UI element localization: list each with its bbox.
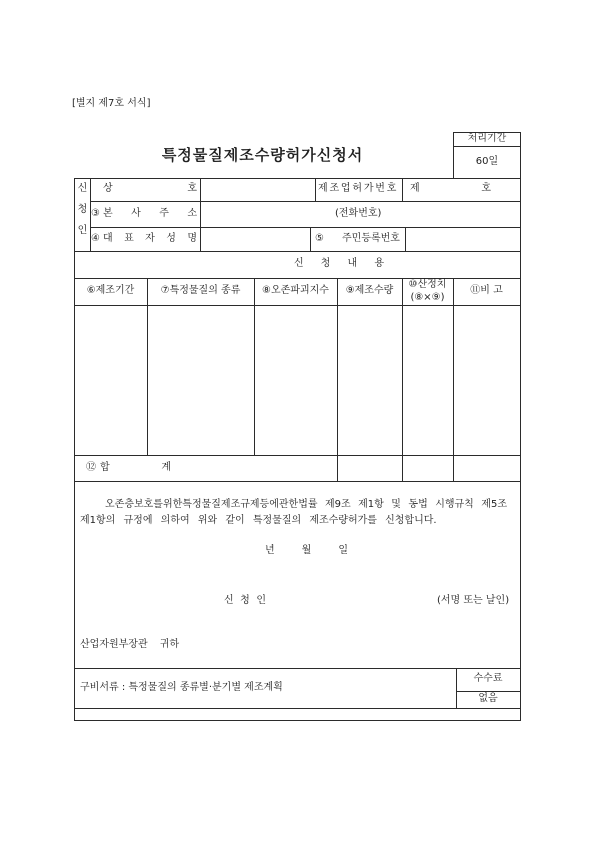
total-remarks-cell (454, 456, 520, 481)
form-number-label: [별지 제7호 서식] (72, 98, 151, 109)
fee-box-divider (456, 691, 521, 692)
representative-name-field (201, 228, 310, 251)
application-details-heading: 신 청 내 용 (294, 258, 384, 269)
total-label: 합 계 (100, 462, 171, 473)
phone-number-label: (전화번호) (335, 208, 382, 219)
fee-label: 수수료 (473, 673, 503, 684)
applicant-section-bottom-rule (74, 251, 521, 252)
representative-item-number: ④ (91, 233, 100, 244)
table-right-border (520, 178, 521, 721)
applicant-row-rule (90, 201, 521, 202)
production-quantity-cell (338, 306, 402, 455)
addressee-label: 산업자원부장관 귀하 (80, 639, 180, 650)
declaration-bottom-rule (74, 668, 521, 669)
applicant-signature-label: 신 청 인 (224, 595, 266, 606)
column-header-manufacturing-period: ⑥제조기간 (86, 285, 135, 296)
trade-name-label: 상 호 (103, 183, 197, 194)
applicant-section-label: 신청인 (77, 183, 88, 236)
required-documents-label: 구비서류 : 특정물질의 종류별·분기별 제조계획 (80, 682, 283, 693)
resident-registration-number-field (406, 228, 520, 251)
processing-period-value: 60일 (475, 156, 499, 167)
total-row-bottom-rule (74, 481, 521, 482)
representative-name-label: 대 표 자 성 명 (103, 233, 197, 244)
table-bottom-border (74, 720, 521, 721)
declaration-text-line: 제1항의 규정에 의하여 위와 같이 특정물질의 제조수량허가를 신청합니다. (80, 515, 437, 526)
ozone-depletion-potential-cell (255, 306, 337, 455)
resident-registration-number-label: 주민등록번호 (342, 233, 400, 244)
address-item-number: ③ (91, 208, 100, 219)
declaration-text-line: 오존층보호를위한특정물질제조규제등에관한법률 제9조 제1항 및 동법 시행규칙 제5조 (105, 499, 507, 510)
signature-or-seal-note: (서명 또는 날인) (437, 595, 510, 606)
manufacturing-period-cell (75, 306, 147, 455)
resident-number-item-number: ⑤ (315, 233, 324, 244)
permit-number-label-right-rule (402, 178, 403, 201)
substance-type-cell (148, 306, 254, 455)
calculated-value-cell (403, 306, 453, 455)
fee-value: 없음 (478, 693, 498, 704)
column-header-substance-type: ⑦특정물질의 종류 (160, 285, 241, 296)
column-header-calculated-value: ⑩산정치 (408, 279, 447, 290)
processing-box-divider (453, 146, 521, 147)
total-item-number: ⑫ (86, 462, 96, 473)
remarks-cell (454, 306, 520, 455)
trade-name-field (201, 179, 315, 201)
column-header-production-quantity: ⑨제조수량 (345, 285, 394, 296)
head-office-address-label: 본 사 주 소 (103, 208, 197, 219)
processing-period-label: 처리기간 (467, 133, 507, 144)
total-production-quantity-cell (338, 456, 402, 481)
total-calculated-value-cell (403, 456, 453, 481)
resident-number-label-left-rule (310, 227, 311, 251)
column-header-calculated-value-formula: (⑧×⑨) (410, 292, 445, 303)
column-header-remarks: ⑪비 고 (470, 285, 503, 296)
column-header-ozone-depletion-potential: ⑧오존파괴지수 (262, 285, 329, 296)
permit-number-label: 제조업허가번호 (318, 183, 399, 194)
attachments-bottom-rule (74, 708, 521, 709)
permit-number-label-left-rule (315, 178, 316, 201)
permit-number-field: 제 호 (410, 183, 491, 194)
application-date-label: 년 월 일 (265, 545, 348, 556)
form-title: 특정물질제조수량허가신청서 (161, 146, 364, 164)
